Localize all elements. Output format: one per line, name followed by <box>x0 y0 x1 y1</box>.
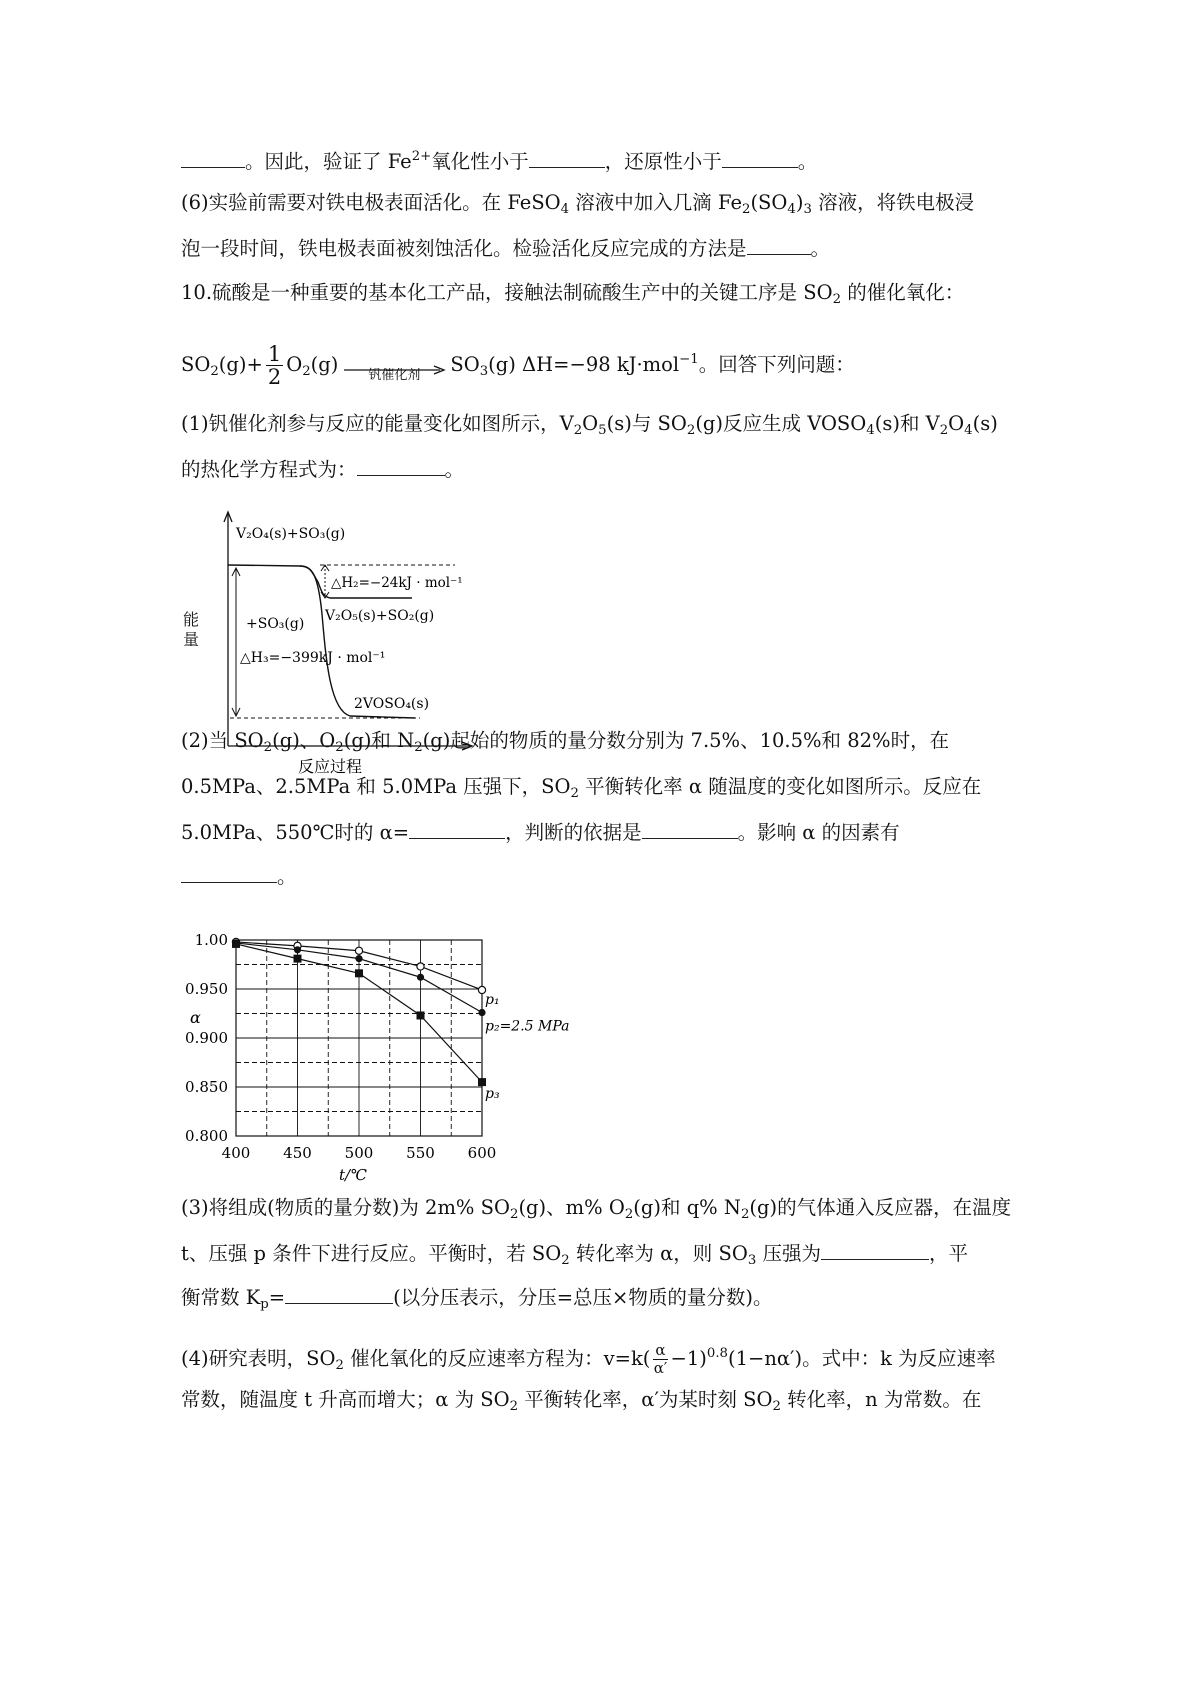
text-line-2: (6)实验前需要对铁电极表面活化。在 FeSO$_4$ 溶液中加入几滴 $Fe_2(SO_4)_3$ 溶液，将铁电极浸 <box>181 191 975 217</box>
answer-blank <box>409 818 505 839</box>
answer-blank <box>642 818 738 839</box>
question-2-line-1: (2)当 $SO_2(g)$、$O_2(g)$和 $N_2(g)$起始的物质的量分数分别为 7.5%、10.5%和 82%时，在 <box>181 729 950 755</box>
y-tick-label: 0.850 <box>185 1078 228 1096</box>
x-tick-label: 500 <box>344 1144 374 1162</box>
question-2-line-3: 5.0MPa、550℃时的 α= ，判断的依据是 。影响 α 的因素有 <box>181 818 900 847</box>
answer-blank <box>181 147 245 168</box>
question-3-line-3: 衡常数 $K_p=$ (以分压表示，分压=总压×物质的量分数)。 <box>181 1283 773 1319</box>
text-line-3: 泡一段时间，铁电极表面被刻蚀活化。检验活化反应完成的方法是 。 <box>181 234 830 263</box>
fraction-alpha: $\frac{\alpha}{\alpha'}$ <box>653 1340 668 1377</box>
answer-blank <box>357 455 445 476</box>
x-tick-label: 600 <box>467 1144 497 1162</box>
answer-blank <box>181 862 277 883</box>
data-point <box>355 947 362 954</box>
reaction-arrow: 钒催化剂 <box>342 352 446 378</box>
mid-state-label: V₂O₅(s)+SO₂(g) <box>325 608 435 624</box>
question-3-line-2: t、压强 p 条件下进行反应。平衡时，若 $SO_2$ 转化率为 α，则 $SO_3$ 压强为 ，平 <box>181 1239 968 1275</box>
data-point <box>355 955 362 962</box>
reaction-axis-label: 反应过程 <box>298 757 363 776</box>
data-point <box>478 1078 486 1086</box>
y-tick-label: 0.800 <box>185 1127 228 1145</box>
answer-blank <box>722 147 798 168</box>
data-point <box>417 1011 425 1019</box>
bottom-state-label: 2VOSO₄(s) <box>354 696 430 712</box>
data-point <box>232 940 240 948</box>
data-point <box>417 963 424 970</box>
data-point <box>478 1009 485 1016</box>
question-1-line-1: (1)钒催化剂参与反应的能量变化如图所示，$V_2O_5(s)$与 $SO_2(g)$反应生成 $VOSO_4(s)$和 $V_2O_4(s)$ <box>181 412 998 438</box>
answer-blank <box>747 234 811 255</box>
x-tick-label: 400 <box>221 1144 251 1162</box>
text-line-4: 10.硫酸是一种重要的基本化工产品，接触法制硫酸生产中的关键工序是 $SO_2$ 的催化氧化： <box>181 281 965 307</box>
series-label: p₁ <box>485 991 500 1008</box>
x-tick-label: 550 <box>406 1144 435 1162</box>
fraction-one-half: $\frac{1}{2}$ <box>267 341 282 389</box>
data-point <box>355 969 363 977</box>
y-tick-label: 0.900 <box>185 1029 228 1047</box>
delta-h2-label: △H₂=−24kJ · mol⁻¹ <box>331 575 463 591</box>
x-tick-label: 450 <box>283 1144 312 1162</box>
energy-axis-label-vertical: 能 量 <box>182 610 199 649</box>
data-point <box>417 974 424 981</box>
reaction-equation: $SO_2(g)+$ $\frac{1}{2}$ $O_2(g)$ 钒催化剂 $SO_3(g)$ ΔH=−98 kJ·mol$^{-1}$。回答下列问题： <box>181 341 855 389</box>
question-3-line-1: (3)将组成(物质的量分数)为 2m% $SO_2(g)$、m% $O_2(g)$和 q% $N_2(g)$的气体通入反应器，在温度 <box>181 1196 1012 1222</box>
question-4-line-2: 常数，随温度 t 升高而增大；α 为 $SO_2$ 平衡转化率，α′为某时刻 $SO_2$ 转化率，n 为常数。在 <box>181 1388 982 1414</box>
so3-label: +SO₃(g) <box>246 616 305 632</box>
conversion-rate-chart <box>180 920 570 1184</box>
answer-blank <box>821 1239 929 1260</box>
y-tick-label: 1.00 <box>194 931 228 949</box>
answer-blank <box>529 147 605 168</box>
y-tick-label: 0.950 <box>185 980 228 998</box>
question-2-line-4: 。 <box>181 862 297 891</box>
text-line-1: 。因此，验证了 $Fe^{2+}$氧化性小于 ，还原性小于 。 <box>181 143 817 176</box>
x-axis-label: t/℃ <box>339 1166 367 1184</box>
question-4-line-1: (4)研究表明，$SO_2$ 催化氧化的反应速率方程为：v=k( $\frac{\alpha}{\alpha'}$ −1)$^{0.8}$(1−nα′)。式中：k 为反应速率 <box>181 1340 996 1377</box>
data-point <box>294 946 301 953</box>
question-2-line-2: 0.5MPa、2.5MPa 和 5.0MPa 压强下，$SO_2$ 平衡转化率 α 随温度的变化如图所示。反应在 <box>181 775 982 801</box>
top-state-label: V₂O₄(s)+SO₃(g) <box>236 526 346 542</box>
delta-h3-label: △H₃=−399kJ · mol⁻¹ <box>240 650 386 666</box>
data-point <box>294 955 302 963</box>
answer-blank <box>285 1283 393 1304</box>
y-axis-label: α <box>190 1008 201 1028</box>
series-label: p₃ <box>485 1086 500 1103</box>
question-1-line-2: 的热化学方程式为： 。 <box>181 455 464 484</box>
series-label: p₂=2.5 MPa <box>485 1018 570 1035</box>
